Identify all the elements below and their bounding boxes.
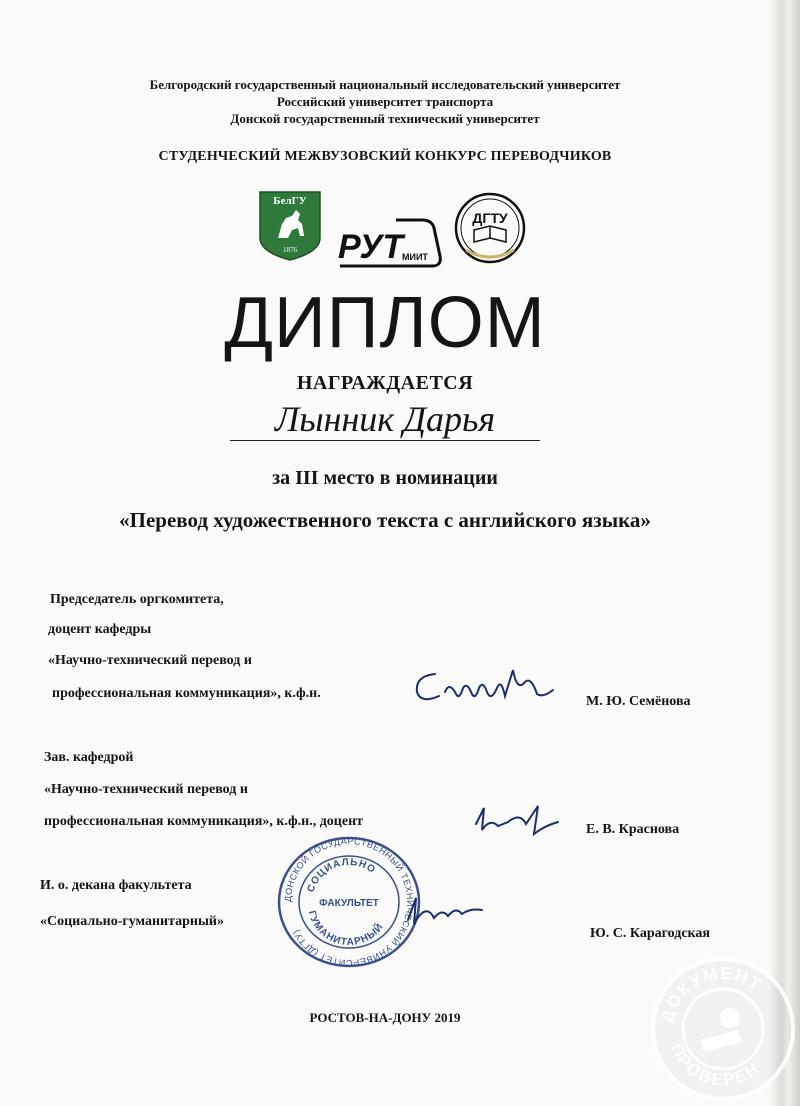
signatory-1-line-3: «Научно-технический перевод и (48, 653, 252, 668)
footer-city-year: РОСТОВ-НА-ДОНУ 2019 (309, 1010, 461, 1025)
signatory-2-name: Е. В. Краснова (586, 822, 680, 837)
belgu-logo-text: БелГУ (273, 195, 307, 207)
signatory-2-line-1: Зав. кафедрой (44, 750, 134, 765)
signatory-1-name: М. Ю. Семёнова (586, 694, 691, 709)
rut-logo-text: РУТ (338, 228, 404, 266)
university-line-3: Донской государственный технический университет (230, 111, 540, 126)
seal-inner-top: СОЦИАЛЬНО (305, 856, 378, 894)
signatory-1-line-4: профессиональная коммуникация», к.ф.н. (52, 686, 321, 701)
seal-center-text: ФАКУЛЬТЕТ (319, 898, 379, 909)
watermark-bottom-text: ПРОВЕРЕН (666, 1040, 764, 1090)
belgu-logo (258, 190, 322, 262)
signature-1 (405, 662, 565, 712)
signatory-3-line-1: И. о. декана факультета (40, 878, 192, 893)
belgu-logo-year: 1876 (283, 246, 297, 254)
diploma-title: ДИПЛОМ (224, 283, 546, 363)
signature-3 (396, 888, 486, 934)
dgtu-logo-text: ДГТУ (472, 210, 508, 226)
signatory-1-line-1: Председатель оргкомитета, (50, 592, 224, 607)
signatory-2-line-2: «Научно-технический перевод и (44, 782, 248, 797)
paper-edge (770, 0, 800, 1106)
awarded-label: НАГРАЖДАЕТСЯ (296, 372, 474, 394)
signatory-2-line-3: профессиональная коммуникация», к.ф.н., доцент (44, 814, 364, 829)
university-line-2: Российский университет транспорта (276, 94, 494, 109)
recipient-name: Лынник Дарья (230, 398, 540, 441)
rut-logo-sub: МИИТ (402, 252, 428, 262)
seal-ring-text: ДОНСКОЙ ГОСУДАРСТВЕННЫЙ ТЕХНИЧЕСКИЙ УНИВЕРСИТЕТ (ДГТУ) (282, 835, 416, 969)
contest-title: СТУДЕНЧЕСКИЙ МЕЖВУЗОВСКИЙ КОНКУРС ПЕРЕВОДЧИКОВ (158, 149, 612, 164)
seal-inner-bottom: ГУМАНИТАРНЫЙ (305, 909, 387, 949)
rut-logo (336, 214, 444, 270)
signatory-1-line-2: доцент кафедры (48, 622, 152, 637)
watermark-top-text: ДОКУМЕНТ (657, 963, 766, 1025)
signatory-3-name: Ю. С. Карагодская (590, 926, 710, 941)
svg-text:СОЦИАЛЬНО (305, 857, 377, 894)
place-text: за III место в номинации (272, 467, 498, 489)
signature-2 (468, 800, 564, 840)
university-line-1: Белгородский государственный национальный исследовательский университет (149, 77, 621, 92)
nomination-title: «Перевод художественного текста с английского языка» (119, 508, 651, 532)
dgtu-logo (452, 190, 528, 266)
verified-watermark-icon (650, 956, 796, 1102)
signatory-3-line-2: «Социально-гуманитарный» (40, 914, 224, 929)
